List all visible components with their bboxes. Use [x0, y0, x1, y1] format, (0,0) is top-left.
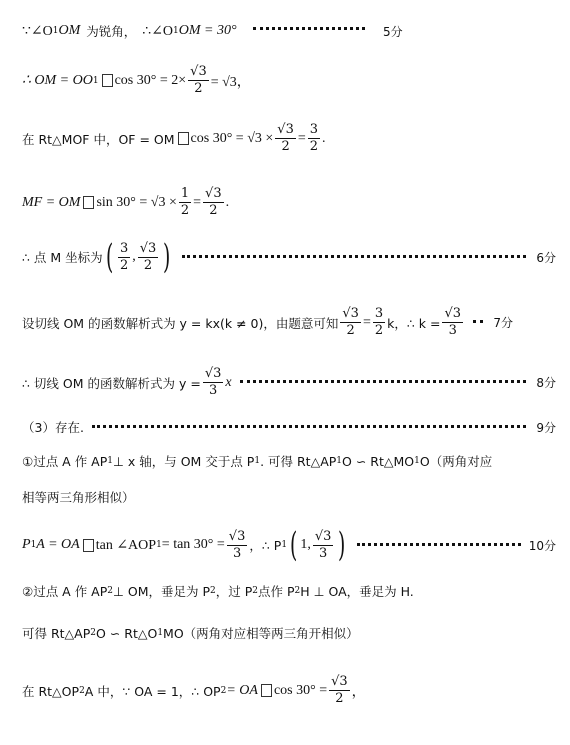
- solution-line-13: 可得 Rt△AP 2 O ∽ Rt△O 1 MO（两角对应相等两三角开相似）: [22, 625, 359, 641]
- solution-line-3: [22, 122, 556, 155]
- fraction: $\frac{√3}{2}$: [277, 122, 294, 154]
- fraction: $\frac{1}{2}$: [180, 186, 190, 218]
- score-label: 7分: [493, 316, 514, 330]
- subscript: 1: [52, 26, 59, 36]
- text: ，过 P: [215, 584, 253, 599]
- solution-line-10: [22, 488, 556, 506]
- fraction: $\frac{3}{2}$: [309, 122, 319, 154]
- right-paren: ): [163, 237, 171, 277]
- text: 设切线 OM 的函数解析式为 y = kx(k ≠ 0)，由题意可知: [22, 315, 339, 331]
- fraction: $\frac{√3}{2}$: [205, 186, 222, 218]
- left-paren: (: [290, 525, 298, 565]
- text: OM: [58, 23, 81, 38]
- text: .: [225, 194, 230, 210]
- fraction: $\frac{√3}{2}$: [190, 64, 207, 96]
- solution-line-1: [22, 22, 556, 40]
- text: H ⊥ OA，垂足为 H.: [300, 584, 414, 599]
- text: OM = 30°: [178, 23, 237, 38]
- fraction: $\frac{√3}{3}$: [314, 528, 332, 561]
- text: ∵∠O: [22, 23, 53, 39]
- text: ，∴ P: [249, 538, 282, 553]
- text: cos 30° = √3 ×: [190, 130, 274, 146]
- solution-line-11: P 1 A = OA tan ∠AOP 1 = tan 30° = $\frac{√3}{3}$ ，∴ P 1 ( 1, $\frac{√3}{3}$ ) 10分: [22, 525, 556, 565]
- text: MO（两角对应相等两三角开相似）: [163, 626, 359, 641]
- comma: ,: [132, 249, 136, 264]
- right-paren: ): [338, 525, 346, 565]
- text: ∴ 点 M 坐标为: [22, 250, 103, 265]
- fraction: $\frac{√3}{3}$: [204, 366, 222, 398]
- fraction: $\frac{√3}{2}$: [342, 306, 359, 338]
- leader-dots: [253, 27, 365, 30]
- leader-dots: [92, 425, 526, 428]
- missing-glyph-box: [83, 196, 94, 209]
- solution-line-9: ①过点 A 作 AP 1 ⊥ x 轴，与 OM 交于点 P 1 . 可得 Rt△AP 1 O ∽ Rt△MO 1 O（两角对应: [22, 453, 493, 469]
- solution-line-4: [22, 186, 556, 219]
- fraction: $\frac{√3}{2}$: [139, 240, 157, 273]
- solution-line-5: [22, 237, 556, 277]
- text: .: [322, 130, 326, 146]
- fraction: $\frac{3}{2}$: [119, 240, 129, 273]
- text: cos 30° =: [273, 682, 328, 698]
- text: =: [362, 314, 371, 330]
- text: A 中，∵ OA = 1，∴ OP: [84, 683, 221, 699]
- text: = √3，: [210, 74, 251, 90]
- text: ∴ OM = OO: [22, 73, 93, 88]
- text: ②过点 A 作 AP: [22, 584, 108, 599]
- text: cos 30° = 2×: [114, 72, 187, 88]
- text: 可得 Rt△AP: [22, 626, 91, 641]
- text: O（两角对应: [419, 454, 493, 469]
- text: k，∴ k =: [387, 315, 441, 331]
- text: ∴∠O: [142, 23, 174, 39]
- subscript: 1: [173, 26, 179, 36]
- missing-glyph-box: [102, 74, 113, 87]
- left-paren: (: [105, 237, 113, 277]
- text: A = OA: [36, 537, 80, 552]
- text: 相等两三角形相似）: [22, 490, 135, 505]
- leader-dots: [473, 320, 483, 323]
- leader-dots: [240, 380, 526, 383]
- text: 1,: [300, 537, 311, 552]
- text: 在 Rt△OP: [22, 683, 80, 699]
- text: tan ∠AOP: [95, 537, 157, 553]
- text: ⊥ x 轴，与 OM 交于点 P: [113, 454, 255, 469]
- missing-glyph-box: [261, 684, 272, 697]
- text: 为锐角，: [86, 24, 137, 39]
- text: O ∽ Rt△O: [96, 625, 158, 641]
- solution-line-12: ②过点 A 作 AP 2 ⊥ OM，垂足为 P 2 ，过 P 2 点作 P 2 H ⊥ OA，垂足为 H.: [22, 584, 414, 599]
- text: MF = OM: [22, 194, 81, 210]
- text: . 可得 Rt△AP: [260, 454, 337, 469]
- text: 点作 P: [258, 584, 295, 599]
- text: ，: [351, 684, 366, 700]
- solution-line-2: [22, 64, 556, 97]
- text: = OA: [226, 682, 258, 698]
- subscript: 1: [92, 75, 99, 86]
- score-label: 10分: [528, 538, 556, 553]
- text: =: [297, 130, 306, 146]
- solution-line-8: [22, 418, 556, 436]
- missing-glyph-box: [83, 539, 94, 552]
- text: ∴ 切线 OM 的函数解析式为 y =: [22, 375, 201, 391]
- fraction: $\frac{√3}{3}$: [444, 306, 462, 338]
- text: x: [225, 374, 232, 390]
- fraction: $\frac{√3}{3}$: [228, 528, 246, 561]
- solution-line-6: [22, 306, 556, 339]
- fraction: $\frac{3}{2}$: [374, 306, 384, 338]
- text: ①过点 A 作 AP: [22, 454, 108, 469]
- text: sin 30° = √3 ×: [96, 194, 177, 210]
- leader-dots: [182, 255, 526, 258]
- missing-glyph-box: [178, 132, 189, 145]
- part-heading: （3）存在.: [22, 420, 84, 435]
- text: = tan 30° =: [161, 537, 225, 552]
- text: ⊥ OM，垂足为 P: [113, 584, 211, 599]
- text: O ∽ Rt△MO: [342, 453, 415, 469]
- text: P: [22, 537, 31, 552]
- score-label: 6分: [536, 250, 556, 265]
- text: 在 Rt△MOF 中，OF = OM: [22, 131, 175, 147]
- solution-line-7: [22, 366, 556, 399]
- solution-line-14: 在 Rt△OP 2 A 中，∵ OA = 1，∴ OP 2 = OA cos 30° = $\frac{√3}{2}$ ，: [22, 674, 366, 706]
- score-label: 8分: [536, 376, 556, 390]
- leader-dots: [357, 543, 521, 546]
- score-label: 5分: [382, 24, 403, 39]
- text: =: [193, 194, 202, 210]
- fraction: $\frac{√3}{2}$: [331, 674, 348, 706]
- score-label: 9分: [536, 420, 556, 435]
